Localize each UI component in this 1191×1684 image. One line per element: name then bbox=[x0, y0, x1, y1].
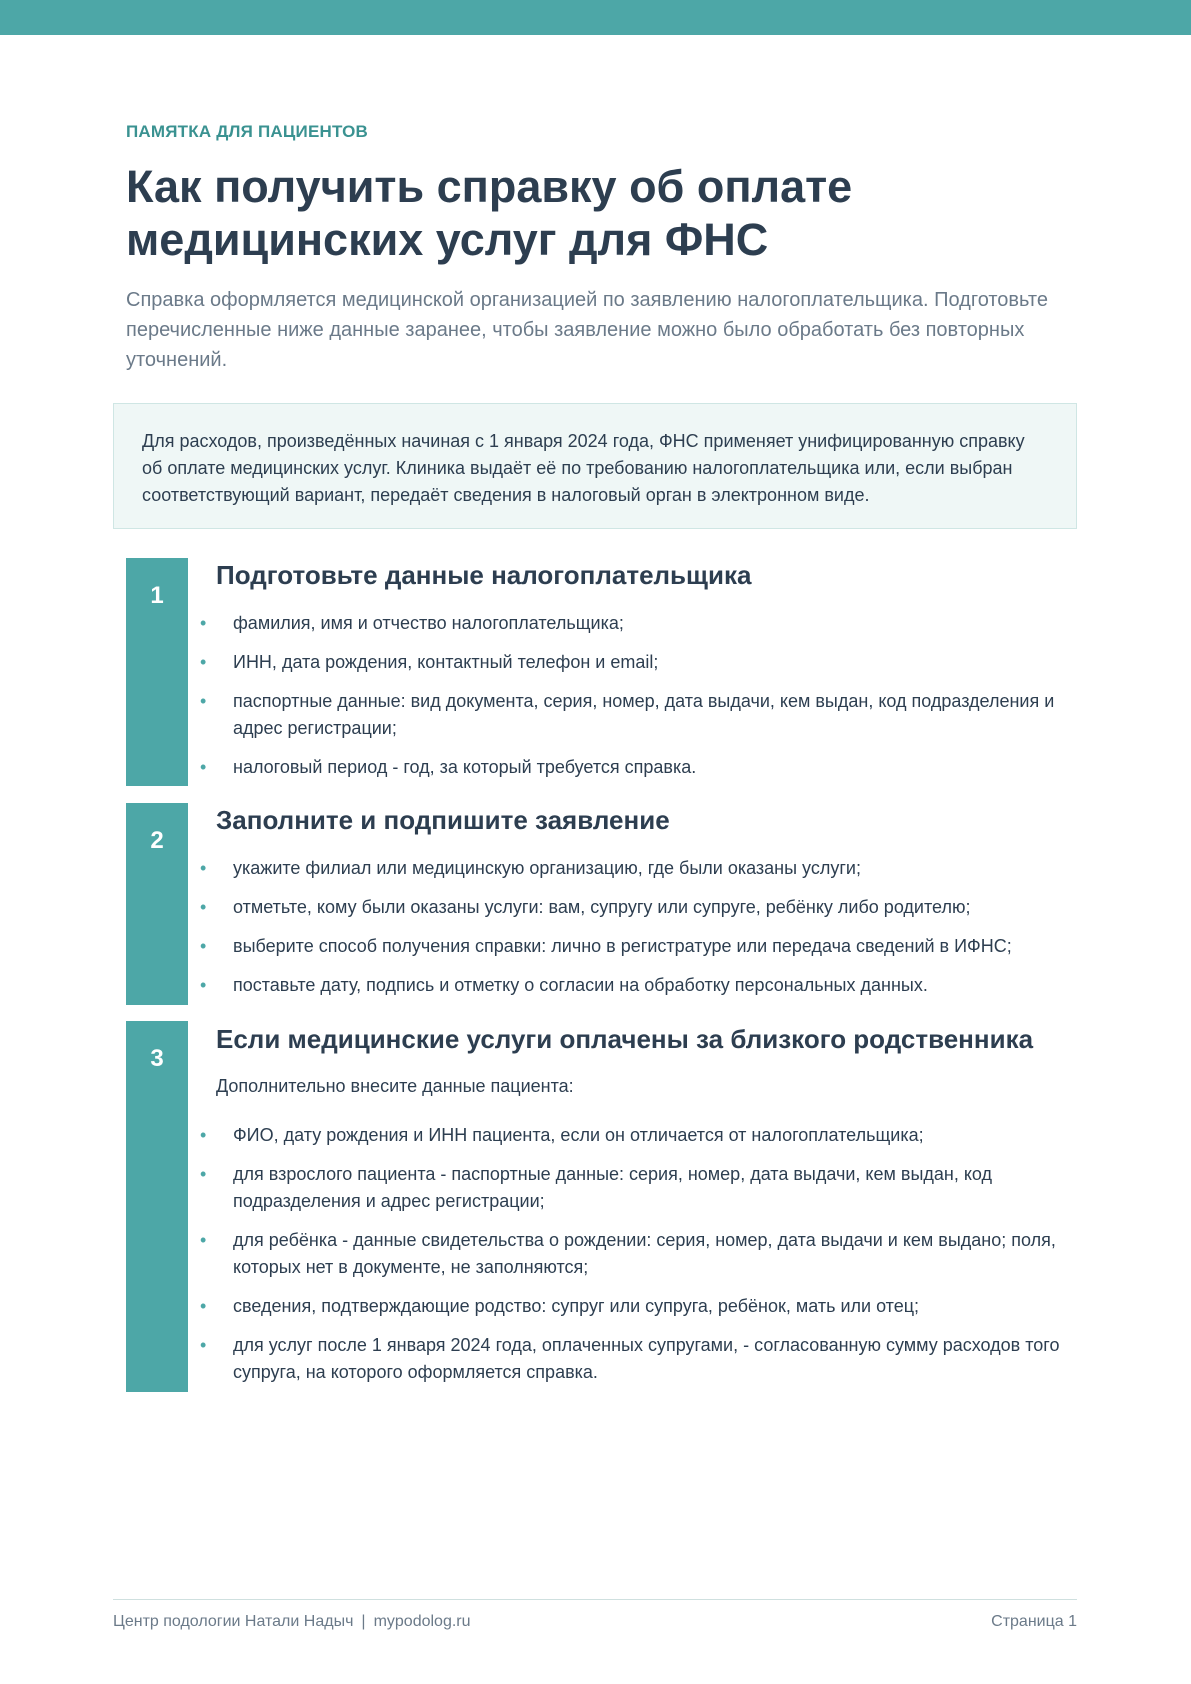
bullet-icon: • bbox=[200, 1164, 207, 1184]
bullet-icon: • bbox=[200, 858, 207, 878]
bullet-icon: • bbox=[200, 975, 207, 995]
bullet-icon: • bbox=[200, 1125, 207, 1145]
step-3-list bbox=[200, 1122, 1086, 1398]
document-title: Как получить справку об оплате медицинских услуг для ФНС bbox=[126, 161, 853, 265]
step-3-intro: Дополнительно внесите данные пациента: bbox=[216, 1076, 574, 1096]
bullet-icon: • bbox=[200, 1335, 207, 1355]
bullet-icon: • bbox=[200, 652, 207, 672]
step-1-badge: 1 bbox=[126, 558, 188, 786]
lead-paragraph: Справка оформляется медицинской организацией по заявлению налогоплательщика. Подготовьте перечисленные ниже данные заранее, чтобы заявление можно было обработать без повторных уточнений. bbox=[126, 289, 1048, 371]
footer-page-number: Страница 1 bbox=[991, 1613, 1077, 1630]
list-item: • для взрослого пациента - паспортные данные: серия, номер, дата выдачи, кем выдан, код подразделения и адрес регистрации; bbox=[216, 1161, 1086, 1215]
list-item: • поставьте дату, подпись и отметку о согласии на обработку персональных данных. bbox=[216, 972, 1086, 999]
step-3-badge: 3 bbox=[126, 1021, 188, 1392]
step-1-list bbox=[200, 610, 1086, 793]
list-item: • выберите способ получения справки: лично в регистратуре или передача сведений в ИФНС; bbox=[216, 933, 1086, 960]
step-2-badge: 2 bbox=[126, 803, 188, 1005]
list-item: • паспортные данные: вид документа, серия, номер, дата выдачи, кем выдан, код подразделения и адрес регистрации; bbox=[216, 688, 1086, 742]
bullet-icon: • bbox=[200, 936, 207, 956]
bullet-icon: • bbox=[200, 1230, 207, 1250]
bullet-icon: • bbox=[200, 691, 207, 711]
list-item: • для услуг после 1 января 2024 года, оплаченных супругами, - согласованную сумму расходов того супруга, на которого оформляется справка. bbox=[216, 1332, 1086, 1386]
step-2-title: Заполните и подпишите заявление bbox=[216, 805, 670, 835]
notice-box: Для расходов, произведённых начиная с 1 января 2024 года, ФНС применяет унифицированную справку об оплате медицинских услуг. Клиника выдаёт её по требованию налогоплательщика или, если выбран соответствующий вариант, передаёт сведения в налоговый орган в электронном виде. bbox=[113, 403, 1077, 529]
list-item: • укажите филиал или медицинскую организацию, где были оказаны услуги; bbox=[216, 855, 1086, 882]
list-item: • ФИО, дату рождения и ИНН пациента, если он отличается от налогоплательщика; bbox=[216, 1122, 1086, 1149]
bullet-icon: • bbox=[200, 613, 207, 633]
bullet-icon: • bbox=[200, 1296, 207, 1316]
step-2-list bbox=[200, 855, 1086, 1011]
list-item: • налоговый период - год, за который требуется справка. bbox=[216, 754, 1086, 781]
footer-divider bbox=[113, 1599, 1077, 1600]
footer-organization bbox=[113, 1613, 471, 1631]
list-item: • для ребёнка - данные свидетельства о рождении: серия, номер, дата выдачи и кем выдано; поля, которых нет в документе, не заполняются; bbox=[216, 1227, 1086, 1281]
footer-site-link[interactable]: mypodolog.ru bbox=[373, 1613, 471, 1630]
step-3-title: Если медицинские услуги оплачены за близкого родственника bbox=[216, 1024, 1034, 1054]
footer-org-name: Центр подологии Натали Надыч bbox=[113, 1613, 354, 1630]
bullet-icon: • bbox=[200, 757, 207, 777]
footer-separator: | bbox=[361, 1613, 366, 1630]
document-kicker: ПАМЯТКА ДЛЯ ПАЦИЕНТОВ bbox=[126, 122, 369, 141]
list-item: • ИНН, дата рождения, контактный телефон и email; bbox=[216, 649, 1086, 676]
list-item: • фамилия, имя и отчество налогоплательщика; bbox=[216, 610, 1086, 637]
list-item: • сведения, подтверждающие родство: супруг или супруга, ребёнок, мать или отец; bbox=[216, 1293, 1086, 1320]
top-accent-bar bbox=[0, 0, 1191, 35]
list-item: • отметьте, кому были оказаны услуги: вам, супругу или супруге, ребёнку либо родителю; bbox=[216, 894, 1086, 921]
step-1-title: Подготовьте данные налогоплательщика bbox=[216, 560, 752, 590]
bullet-icon: • bbox=[200, 897, 207, 917]
